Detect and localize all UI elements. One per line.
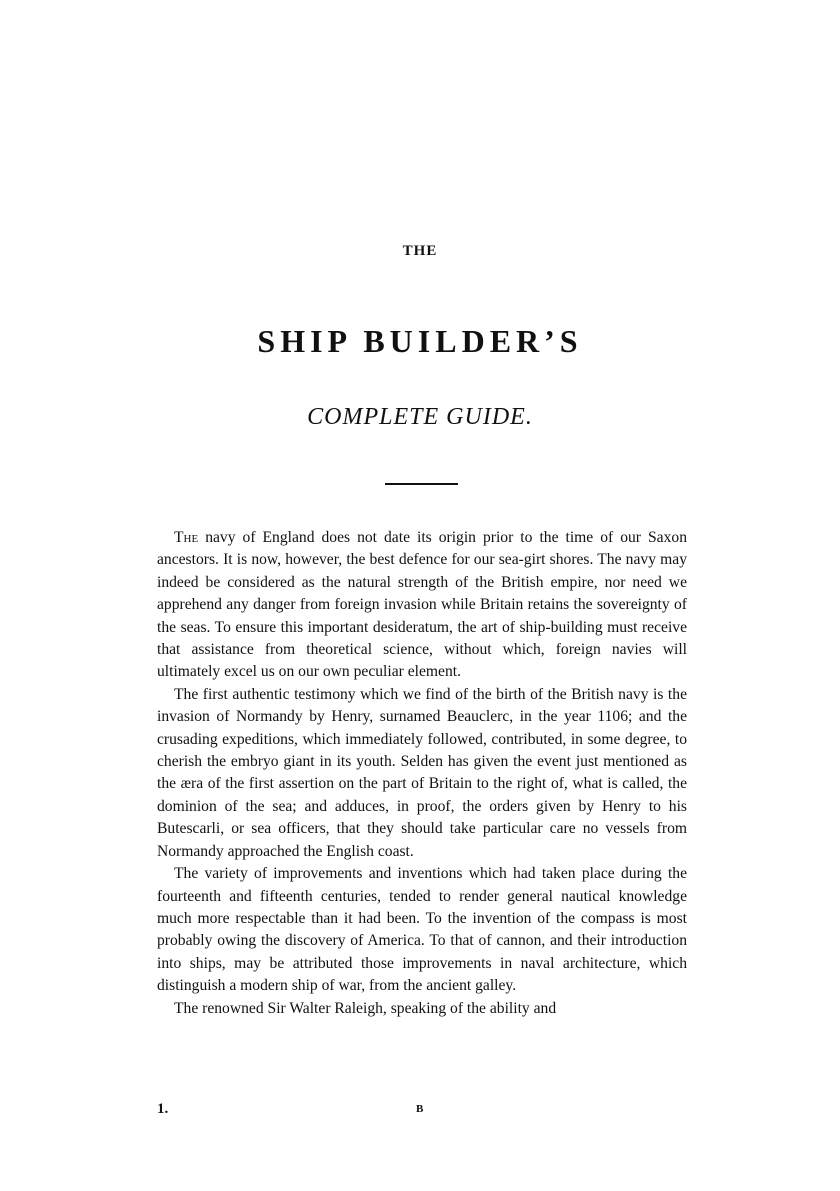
paragraph-1 — [157, 527, 687, 684]
paragraph-1-text: navy of England does not date its origin prior to the time of our Saxon ancestors. It is now, however, the best defence for our sea-girt shores. The navy may indeed be considered as the natural strength of the British empire, nor need we apprehend any danger from foreign invasion while Britain retains the sovereignty of the seas. To ensure this important desideratum, the art of ship-building must receive that assistance from theoretical science, without which, foreign navies will ultimately excel us on our own peculiar element. — [157, 529, 687, 681]
paragraph-dropcap: The — [174, 529, 199, 546]
paragraph-2: The first authentic testimony which we find of the birth of the British navy is the invasion of Normandy by Henry, surnamed Beauclerc, in the year 1106; and the crusading expeditions, which immediately followed, contributed, in some degree, to cherish the embryo giant in its youth. Selden has given the event just mentioned as the æra of the first assertion on the part of Britain to the right of, what is called, the dominion of the sea; and adduces, in proof, the orders given by Henry to his Butescarli, or sea officers, that they should take particular care no vessels from Normandy approached the English coast. — [157, 685, 687, 860]
paragraph-3: The variety of improvements and inventions which had taken place during the fourteenth and fifteenth centuries, tended to render general nautical knowledge much more respectable than it had been. To the invention of the compass is most probably owing the discovery of America. To that of cannon, and their introduction into ships, may be attributed those improvements in naval architecture, which distinguish a modern ship of war, from the ancient galley. — [157, 865, 687, 995]
title-divider — [385, 483, 458, 485]
signature-number: 1. — [157, 1101, 169, 1117]
page-title: SHIP BUILDER’S — [257, 323, 583, 359]
signature-mark: B — [416, 1103, 424, 1115]
title-article: THE — [402, 243, 438, 259]
page-subtitle: COMPLETE GUIDE. — [307, 404, 533, 430]
paragraph-4: The renowned Sir Walter Raleigh, speaking of the ability and — [174, 999, 557, 1017]
body-text — [157, 527, 687, 1020]
